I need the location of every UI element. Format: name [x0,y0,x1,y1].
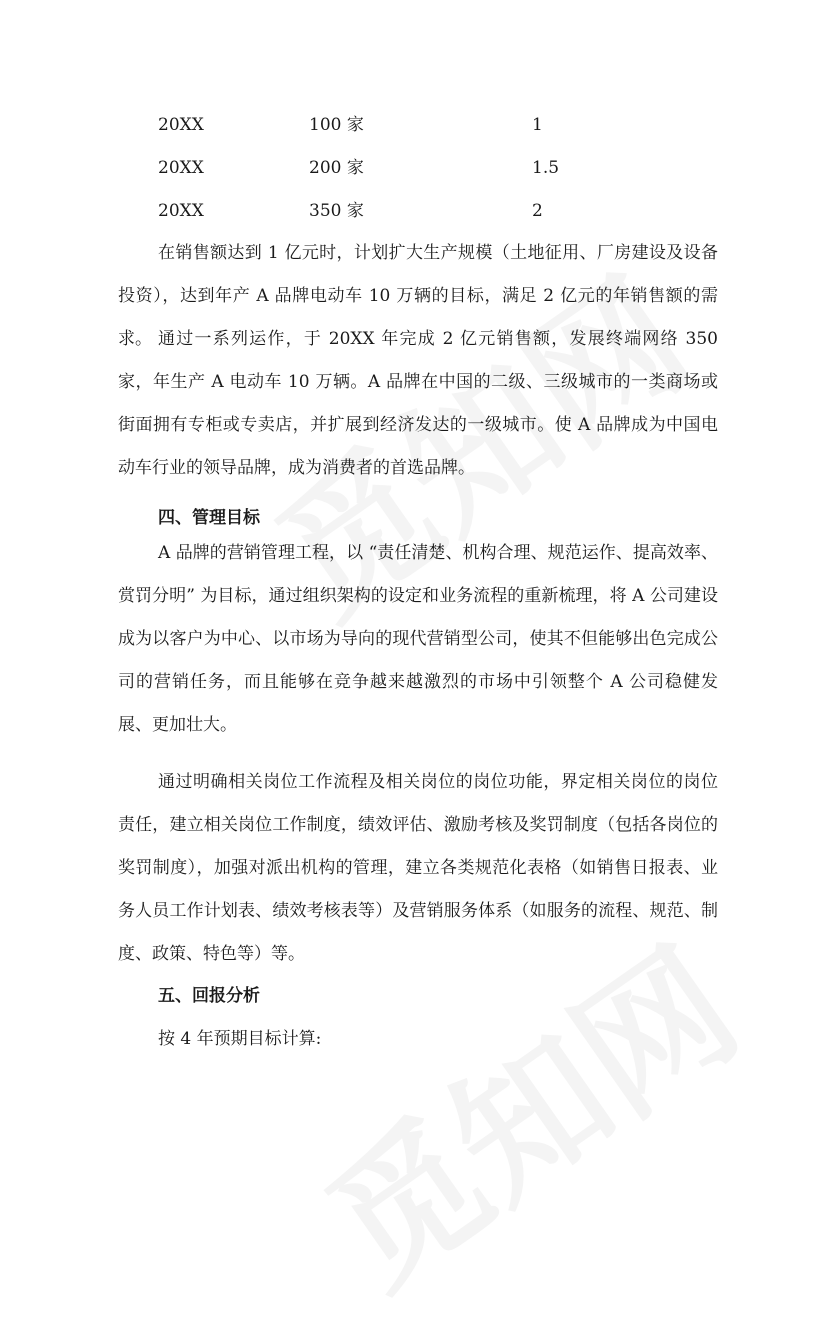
paragraph-capacity-plan: 在销售额达到 1 亿元时，计划扩大生产规模（土地征用、厂房建设及设备投资），达到年产 A 品牌电动车 10 万辆的目标，满足 2 亿元的年销售额的需求。 [118,243,718,349]
paragraph-management-goal: A 品牌的营销管理工程，以 “责任清楚、机构合理、规范运作、提高效率、赏罚分明” 为目标，通过组织架构的设定和业务流程的重新梳理，将 A 公司建设成为以客户为中心、以市场为导向的现代营销型公司，使其不但能够出色完成公司的营销任务，而且能够在竞争越来越激烈的市场中引领整个 A 公司稳健发展、更加壮大。 [118,543,718,735]
table-row [0,152,830,184]
paragraph-management-measures: 通过明确相关岗位工作流程及相关岗位的岗位功能，界定相关岗位的岗位责任，建立相关岗位工作制度，绩效评估、激励考核及奖罚制度（包括各岗位的奖罚制度），加强对派出机构的管理，建立各类规范化表格（如销售日报表、业务人员工作计划表、绩效考核表等）及营销服务体系（如服务的流程、规范、制度、政策、特色等）等。 [118,772,718,964]
outlets-cell: 350 家 [309,201,364,221]
section-heading-return-analysis: 五、回报分析 [158,986,260,1006]
paragraph-return-basis: 按 4 年预期目标计算: [158,1029,322,1049]
year-cell: 20XX [158,201,204,221]
table-row [0,195,830,227]
outlets-cell: 200 家 [309,158,364,178]
sales-cell: 1 [532,115,543,135]
paragraph-sales-goal: 通过一系列运作，于 20XX 年完成 2 亿元销售额，发展终端网络 350 家，年生产 A 电动车 10 万辆。A 品牌在中国的二级、三级城市的一类商场或街面拥有专柜或专卖店，并扩展到经济发达的一级城市。使 A 品牌成为中国电动车行业的领导品牌，成为消费者的首选品牌。 [118,329,718,478]
outlets-cell: 100 家 [309,115,364,135]
sales-cell: 2 [532,201,543,221]
table-row [0,109,830,141]
year-cell: 20XX [158,115,204,135]
section-heading-management-goal: 四、管理目标 [158,508,260,528]
sales-cell: 1.5 [532,158,560,178]
year-cell: 20XX [158,158,204,178]
